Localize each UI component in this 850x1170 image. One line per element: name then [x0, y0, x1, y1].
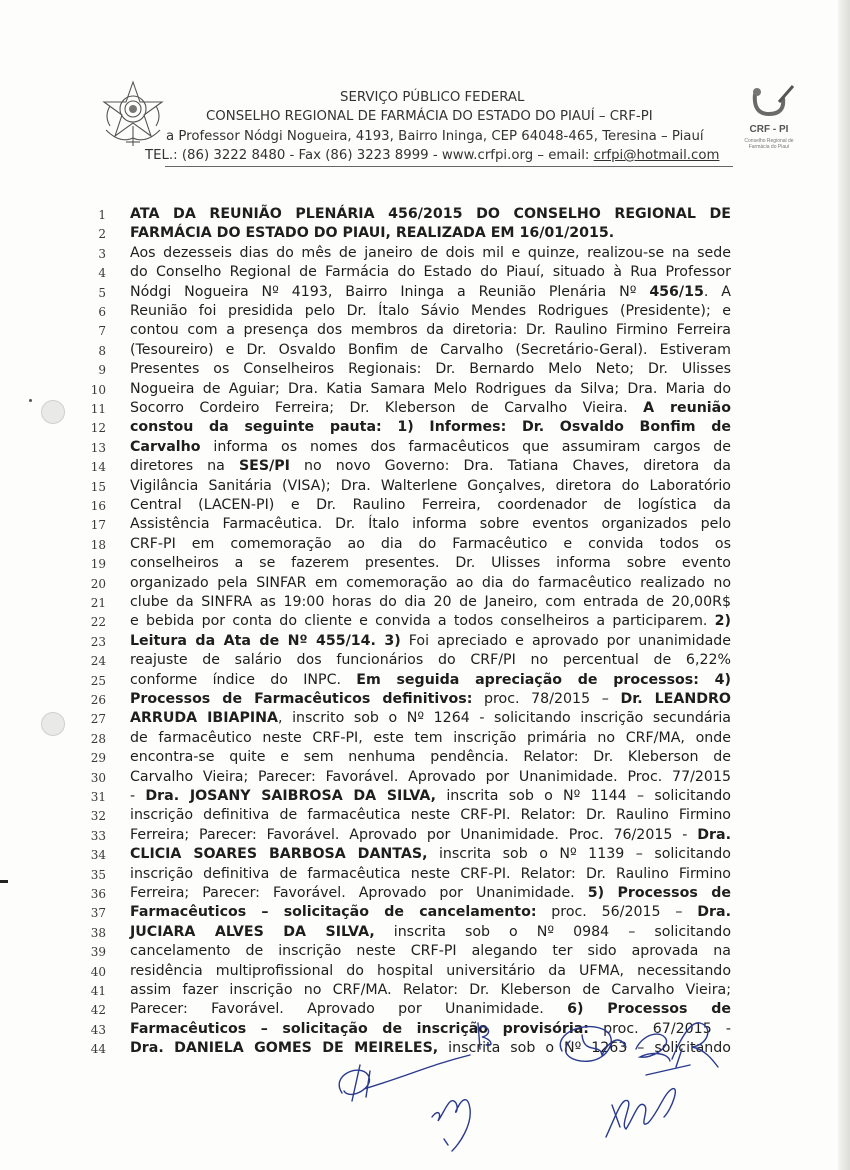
line-number: 10 — [90, 382, 106, 397]
text-run: proc. 78/2015 – — [472, 691, 621, 707]
text-run: Nódgi Nogueira Nº 4193, Bairro Ininga a Reunião Plenária Nº — [130, 283, 650, 300]
text-run: . A — [703, 283, 731, 300]
line-text — [130, 981, 731, 1000]
line-text — [130, 903, 731, 922]
line-text — [130, 690, 731, 709]
text-run: Carvalho Vieira; Parecer: Favorável. Aprovado por Unanimidade. Proc. 77/2015 — [130, 768, 731, 785]
text-run: inscrita sob o Nº 1263 – solicitando — [438, 1040, 731, 1057]
line-text — [130, 612, 731, 631]
line-number: 38 — [90, 925, 106, 940]
line-text — [130, 224, 731, 243]
punch-hole-bottom — [41, 712, 65, 736]
line-number: 26 — [90, 693, 106, 707]
bold-text: Leitura da Ata de Nº 455/14. 3) — [130, 632, 401, 649]
line-number: 18 — [90, 537, 106, 552]
logo-subtitle: Conselho Regional de Farmácia do Piauí — [744, 138, 794, 150]
line-number: 22 — [90, 615, 106, 630]
line-text — [130, 826, 731, 845]
letterhead — [0, 0, 850, 180]
text-run: - — [130, 788, 146, 804]
line-text — [130, 865, 731, 884]
punch-hole-top — [41, 400, 65, 424]
line-number: 1 — [98, 208, 106, 222]
text-run: clube da SINFRA as 19:00 horas do dia 20 de Janeiro, com entrada de 20,00R$ — [130, 594, 731, 610]
line-number: 9 — [98, 363, 106, 378]
line-number: 40 — [90, 964, 106, 979]
line-text — [130, 671, 731, 690]
bold-text: JUCIARA ALVES DA SILVA, — [130, 923, 375, 940]
bold-text: Processos de Farmacêuticos definitivos: — [130, 691, 473, 707]
bold-text: FARMÁCIA DO ESTADO DO PIAUI, REALIZADA EM 16/01/2015. — [130, 225, 615, 242]
line-number: 13 — [90, 440, 106, 455]
line-text — [130, 263, 731, 282]
bold-text: Dr. LEANDRO — [620, 691, 731, 707]
line-text — [130, 593, 731, 612]
text-run: Assistência Farmacêutica. Dr. Ítalo informa sobre eventos organizados pelo — [130, 516, 731, 533]
line-number: 42 — [90, 1003, 106, 1018]
line-text — [130, 438, 731, 457]
line-number: 11 — [90, 402, 106, 416]
line-number: 30 — [90, 770, 106, 785]
line-number: 41 — [90, 984, 106, 998]
line-text — [130, 787, 731, 806]
line-text — [130, 962, 731, 981]
bold-text: 2) — [714, 613, 731, 630]
email-link[interactable]: crfpi@hotmail.com — [593, 148, 720, 163]
line-text — [130, 729, 731, 748]
line-number: 36 — [90, 887, 106, 901]
line-number: 5 — [98, 285, 106, 300]
text-run: informa os nomes dos farmacêuticos que assumiram cargos de — [200, 438, 731, 455]
line-number: 4 — [98, 266, 106, 281]
line-number: 23 — [90, 634, 106, 649]
line-text — [130, 884, 731, 903]
line-number: 17 — [90, 518, 106, 533]
crf-pi-logo-icon — [735, 84, 803, 154]
line-number: 35 — [90, 867, 106, 882]
text-run: Foi apreciado e aprovado por unanimidade — [400, 632, 732, 649]
line-text — [130, 748, 731, 767]
text-run: Reunião foi presidida pelo Dr. Ítalo Sávio Mendes Rodrigues (Presidente); e — [130, 303, 731, 319]
text-run: Presentes os Conselheiros Regionais: Dr. Bernardo Melo Neto; Dr. Ulisses — [130, 361, 731, 378]
line-number: 32 — [90, 809, 106, 824]
line-number: 39 — [90, 945, 106, 960]
line-number: 2 — [98, 227, 106, 242]
text-run: Nogueira de Aguiar; Dra. Katia Samara Melo Rodrigues da Silva; Dra. Maria do — [130, 380, 731, 397]
line-text — [130, 554, 731, 573]
text-run: contou com a presença dos membros da diretoria: Dr. Raulino Firmino Ferreira — [130, 322, 731, 339]
text-run: assim fazer inscrição no CRF/MA. Relator: Dr. Kleberson de Carvalho Vieira; — [130, 982, 731, 998]
text-run: proc. 67/2015 - — [588, 1020, 731, 1037]
bold-text: ATA DA REUNIÃO PLENÁRIA 456/2015 DO CONSELHO REGIONAL DE — [130, 206, 731, 222]
logo-title: CRF - PI — [749, 124, 789, 135]
line-number: 21 — [90, 596, 106, 610]
line-number: 28 — [90, 731, 106, 746]
line-text — [130, 709, 731, 728]
line-text — [130, 845, 731, 864]
bold-text: Carvalho — [130, 438, 201, 455]
line-number: 31 — [90, 790, 106, 804]
text-run: CRF-PI em comemoração ao dia do Farmacêutico e convida todos os — [130, 535, 731, 552]
text-run: , inscrito sob o Nº 1264 - solicitando inscrição secundária — [278, 710, 731, 727]
text-run: cancelamento de inscrição neste CRF-PI alegando ter sido aprovada na — [130, 943, 731, 960]
line-text — [130, 923, 731, 942]
line-number: 37 — [90, 906, 106, 921]
bold-text: Dra. DANIELA GOMES DE MEIRELES, — [130, 1040, 439, 1057]
line-number: 44 — [90, 1042, 106, 1057]
line-number: 20 — [90, 576, 106, 591]
header-address-line: a Professor Nódgi Nogueira, 4193, Bairro Ininga, CEP 64048-465, Teresina – Piauí — [166, 129, 704, 144]
bold-text: SES/PI — [238, 458, 290, 475]
line-text — [130, 806, 731, 825]
line-text — [130, 535, 731, 554]
text-run: proc. 56/2015 – — [536, 904, 698, 921]
bold-text: 5) Processos de — [587, 885, 731, 901]
line-text — [130, 380, 731, 399]
line-text — [130, 496, 731, 515]
line-number: 3 — [98, 246, 106, 261]
line-text — [130, 399, 731, 418]
line-number: 25 — [90, 673, 106, 688]
line-text — [130, 457, 731, 476]
bold-text: 6) Processos de — [567, 1001, 731, 1018]
line-text — [130, 360, 731, 379]
text-run: organizado pela SINFAR em comemoração ao dia do farmacêutico realizado no — [130, 574, 731, 591]
text-run: Parecer: Favorável. Aprovado por Unanimidade. — [130, 1001, 568, 1018]
brazil-coat-of-arms-icon — [100, 80, 166, 150]
text-run: inscrita sob o Nº 0984 – solicitando — [374, 923, 731, 940]
bold-text: Dra. — [697, 904, 731, 921]
scan-speck — [29, 399, 32, 402]
text-run: de farmacêutico neste CRF-PI, este tem inscrição primária no CRF/MA, onde — [130, 729, 731, 746]
text-run: encontra-se quite e sem nenhuma pendência. Relator: Dr. Kleberson de — [130, 749, 731, 766]
text-run: conforme índice do INPC. — [130, 671, 357, 688]
text-run: (Tesoureiro) e Dr. Osvaldo Bonfim de Carvalho (Secretário-Geral). Estiveram — [130, 341, 731, 358]
text-run: Central (LACEN-PI) e Dr. Raulino Ferreira, coordenador de logística da — [130, 497, 731, 513]
line-number: 16 — [90, 499, 106, 513]
line-number: 29 — [90, 751, 106, 766]
line-text — [130, 574, 731, 593]
line-number: 33 — [90, 828, 106, 843]
line-text — [130, 942, 731, 961]
line-number: 8 — [98, 343, 106, 358]
line-number: 27 — [90, 712, 106, 727]
line-number: 6 — [98, 305, 106, 319]
text-run: no novo Governo: Dra. Tatiana Chaves, diretora da — [289, 458, 731, 475]
scan-mark — [0, 880, 8, 883]
header-rule — [165, 166, 733, 167]
text-run: do Conselho Regional de Farmácia do Estado do Piauí, situado à Rua Professor — [130, 264, 731, 281]
line-text — [130, 477, 731, 496]
bold-text: constou da seguinte pauta: 1) Informes: Dr. Osvaldo Bonfim de — [130, 419, 731, 436]
line-text — [130, 515, 731, 534]
text-run: Socorro Cordeiro Ferreira; Dr. Kleberson de Carvalho Vieira. — [130, 400, 644, 416]
line-text — [130, 283, 731, 302]
crf-pi-logo-mark-icon — [735, 84, 803, 124]
bold-text: 456/15 — [649, 283, 704, 300]
line-text — [130, 321, 731, 340]
line-number: 19 — [90, 557, 106, 572]
header-service-line: SERVIÇO PÚBLICO FEDERAL — [340, 90, 525, 105]
header-contact-line — [145, 148, 719, 163]
line-number: 43 — [90, 1022, 106, 1037]
header-phone-text: TEL.: (86) 3222 8480 - Fax (86) 3223 8999 - www.crfpi.org – email: — [145, 148, 594, 163]
line-number: 12 — [90, 421, 106, 436]
handwritten-signatures-icon — [320, 1005, 740, 1165]
bold-text: Farmacêuticos – solicitação de cancelamento: — [130, 904, 537, 921]
line-text — [130, 205, 731, 224]
bold-text: Farmacêuticos – solicitação de inscrição provisória: — [130, 1020, 589, 1037]
line-text — [130, 632, 731, 651]
line-text — [130, 244, 731, 263]
text-run: Ferreira; Parecer: Favorável. Aprovado por Unanimidade. Proc. 76/2015 - — [130, 826, 698, 843]
text-run: Vigilância Sanitária (VISA); Dra. Walterlene Gonçalves, diretora do Laboratório — [130, 477, 731, 494]
bold-text: Dra. — [697, 826, 731, 843]
text-run: Ferreira; Parecer: Favorável. Aprovado por Unanimidade. — [130, 885, 588, 901]
header-council-line: CONSELHO REGIONAL DE FARMÁCIA DO ESTADO DO PIAUÍ – CRF-PI — [206, 109, 653, 124]
line-number: 14 — [90, 460, 106, 475]
line-text — [130, 768, 731, 787]
line-text — [130, 418, 731, 437]
line-text — [130, 341, 731, 360]
bold-text: CLICIA SOARES BARBOSA DANTAS, — [130, 846, 428, 863]
text-run: inscrita sob o Nº 1144 – solicitando — [436, 788, 731, 804]
text-run: inscrita sob o Nº 1139 – solicitando — [427, 846, 731, 863]
line-number: 15 — [90, 479, 106, 494]
text-run: e bebida por conta do cliente e convida a todos conselheiros a participarem. — [130, 613, 715, 630]
line-number: 34 — [90, 848, 106, 863]
text-run: inscrição definitiva de farmacêutica neste CRF-PI. Relator: Dr. Raulino Firmino — [130, 807, 731, 824]
bold-text: Dra. JOSANY SAIBROSA DA SILVA, — [145, 788, 437, 804]
text-run: reajuste de salário dos funcionários do CRF/PI no percentual de 6,22% — [130, 652, 731, 669]
bold-text: A reunião — [643, 400, 731, 416]
text-run: inscrição definitiva de farmacêutica neste CRF-PI. Relator: Dr. Raulino Firmino — [130, 865, 731, 882]
line-text — [130, 302, 731, 321]
line-number: 7 — [98, 324, 106, 339]
line-number: 24 — [90, 654, 106, 669]
text-run: residência multiprofissional do hospital universitário da UFMA, necessitando — [130, 962, 731, 979]
bold-text: ARRUDA IBIAPINA — [130, 710, 279, 727]
text-run: diretores na — [130, 458, 239, 475]
text-run: conselheiros a se fazerem presentes. Dr. Ulisses informa sobre evento — [130, 555, 731, 572]
bold-text: Em seguida apreciação de processos: 4) — [356, 671, 731, 688]
line-text — [130, 651, 731, 670]
text-run: Aos dezesseis dias do mês de janeiro de dois mil e quinze, realizou-se na sede — [130, 244, 731, 261]
